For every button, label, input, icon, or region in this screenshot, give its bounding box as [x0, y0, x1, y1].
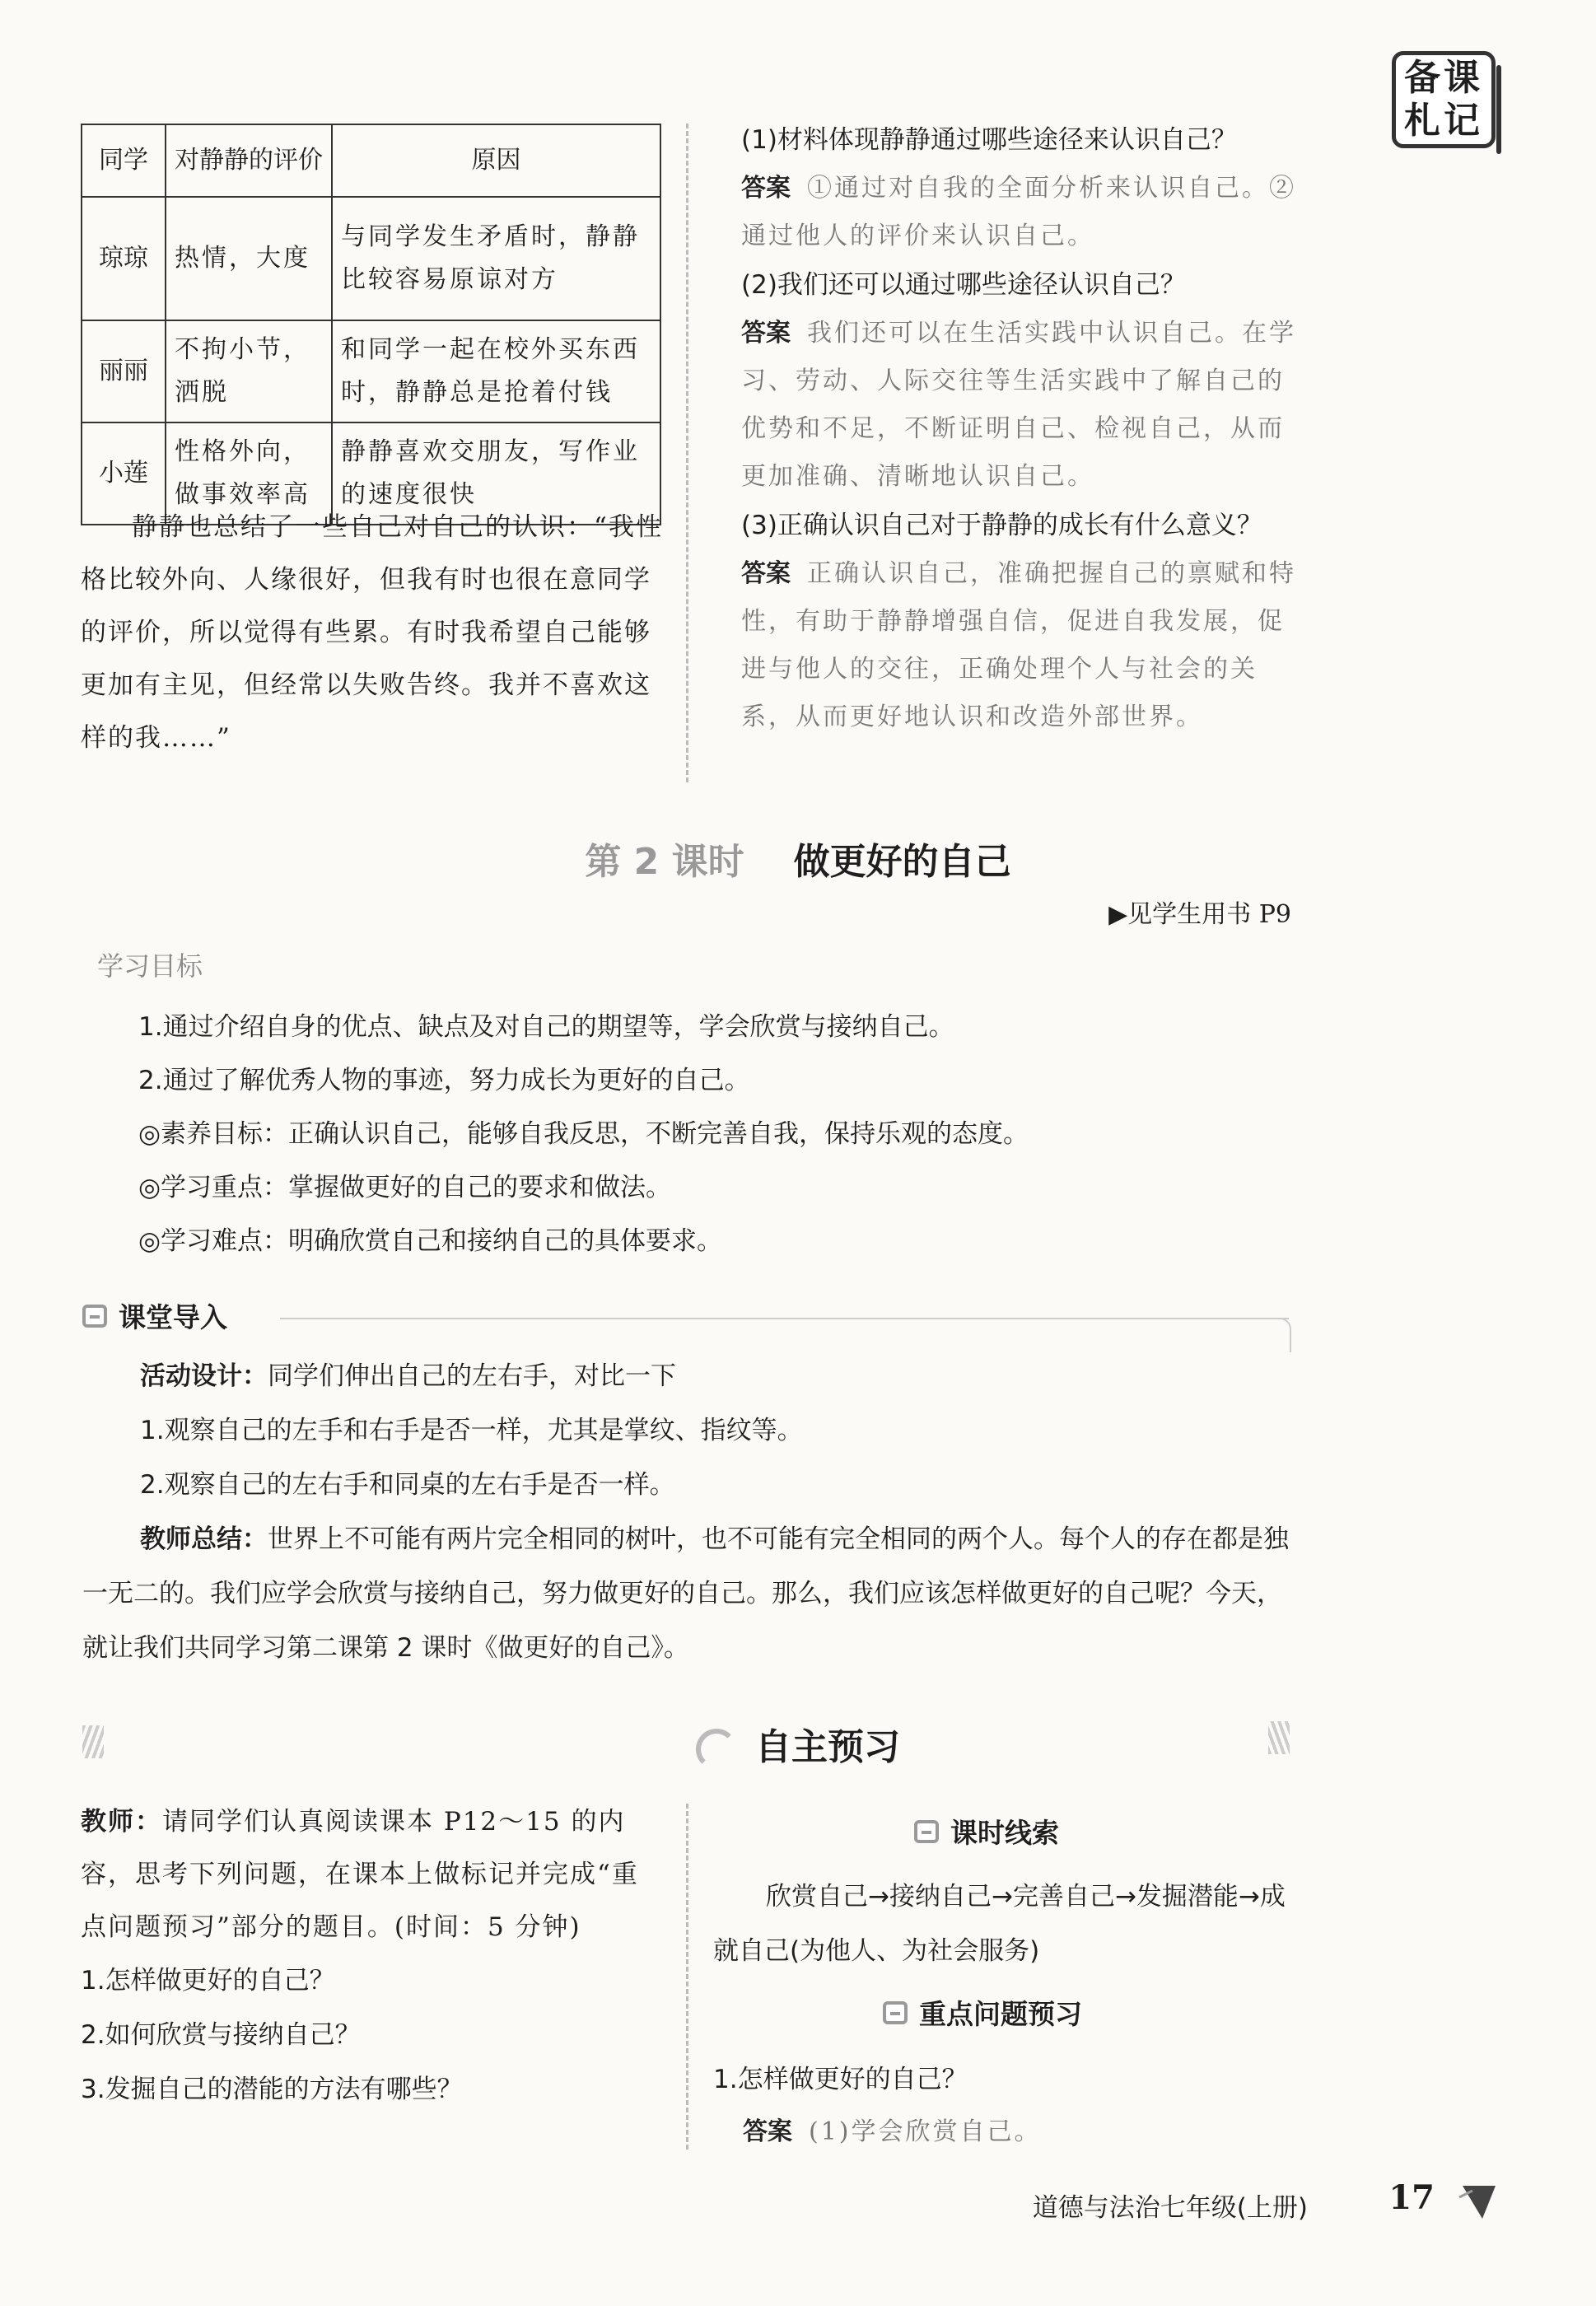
- answer-1: 答案 ①通过对自我的全面分析来认识自己。②通过他人的评价来认识自己。: [741, 174, 1296, 250]
- table-cell: 小莲: [82, 422, 166, 525]
- preview-question: 1.怎样做更好的自己？: [81, 1966, 335, 1996]
- activity-item: 2.观察自己的左右手和同桌的左右手是否一样。: [140, 1470, 675, 1500]
- question-2: (2)我们还可以通过哪些途径认识自己？: [741, 270, 1186, 300]
- book-icon: [82, 1305, 107, 1328]
- lesson-clue: 欣赏自己→接纳自己→完善自己→发掘潜能→成就自己(为他人、为社会服务): [713, 1882, 1286, 1966]
- key-questions-heading: 重点问题预习: [883, 1993, 1082, 2032]
- activity-design: 活动设计：同学们伸出自己的左右手，对比一下: [140, 1361, 676, 1391]
- table-cell: 与同学发生矛盾时，静静比较容易原谅对方: [332, 197, 660, 320]
- key-question: 1.怎样做更好的自己？: [713, 2065, 968, 2094]
- key-answer: 答案 (1)学会欣赏自己。: [743, 2117, 1042, 2146]
- page-number: 17: [1388, 2178, 1435, 2217]
- notes-badge: 备课 札记: [1392, 51, 1496, 148]
- divider-corner: [1268, 1318, 1291, 1352]
- teacher-instruction: 教师：请同学们认真阅读课本 P12～15 的内容，思考下列问题，在课本上做标记并完成“重点问题预习”部分的题目。(时间：5 分钟): [81, 1807, 639, 1942]
- see-student-book: ▶见学生用书 P9: [1108, 900, 1291, 929]
- preview-question: 2.如何欣赏与接纳自己？: [81, 2020, 361, 2050]
- goal-item: 2.通过了解优秀人物的事迹，努力成长为更好的自己。: [138, 1066, 750, 1095]
- book-icon: [914, 1820, 939, 1843]
- column-divider: [686, 124, 688, 782]
- table-cell: 和同学一起在校外买东西时，静静总是抢着付钱: [332, 320, 660, 422]
- goal-item: ◎学习难点：明确欣赏自己和接纳自己的具体要求。: [138, 1226, 723, 1256]
- book-icon: [883, 2001, 908, 2024]
- answer-2: 答案 我们还可以在生活实践中认识自己。在学习、劳动、人际交往等生活实践中了解自己的优势和不足，不断证明自己、检视自己，从而更加准确、清晰地认识自己。: [741, 319, 1296, 491]
- table-cell: 热情，大度: [166, 197, 332, 320]
- table-cell: 琼琼: [82, 197, 166, 320]
- goal-item: 1.通过介绍自身的优点、缺点及对自己的期望等，学会欣赏与接纳自己。: [138, 1012, 954, 1042]
- learning-goals-list: [138, 1001, 1029, 1268]
- divider: [280, 1318, 1289, 1319]
- answer-3: 答案 正确认识自己，准确把握自己的禀赋和特性，有助于静静增强自信，促进自我发展，促进与他人的交往，正确处理个人与社会的关系，从而更好地认识和改造外部世界。: [741, 559, 1296, 731]
- column-divider: [686, 1804, 688, 2150]
- table-header: 原因: [332, 124, 660, 197]
- classroom-intro-heading: 课堂导入: [82, 1296, 227, 1335]
- table-cell: 不拘小节，洒脱: [166, 320, 332, 422]
- lesson-name: 做更好的自己: [793, 841, 1011, 883]
- question-block: [741, 115, 1301, 741]
- book-title: 道德与法治七年级(上册): [1032, 2193, 1308, 2223]
- summary-paragraph: 静静也总结了一些自己对自己的认识：“我性格比较外向、人缘很好，但我有时也很在意同学的评价，所以觉得有些累。有时我希望自己能够更加有主见，但经常以失败告终。我并不喜欢这样的我……”: [81, 512, 663, 753]
- goal-item: ◎学习重点：掌握做更好的自己的要求和做法。: [138, 1173, 672, 1202]
- table-cell: 丽丽: [82, 320, 166, 422]
- self-preview-heading: 自主预习: [0, 1717, 1596, 1770]
- corner-mark-icon: [1458, 2182, 1499, 2220]
- table-row: [82, 320, 660, 422]
- table-cell: 性格外向，做事效率高: [166, 422, 332, 525]
- table-header: 同学: [82, 124, 166, 197]
- swirl-icon: [696, 1729, 737, 1770]
- learning-goals-label: 学习目标: [97, 950, 203, 982]
- table-cell: 静静喜欢交朋友，写作业的速度很快: [332, 422, 660, 525]
- teacher-summary: 教师总结：世界上不可能有两片完全相同的树叶，也不可能有完全相同的两个人。每个人的存在都是独一无二的。我们应学会欣赏与接纳自己，努力做更好的自己。那么，我们应该怎样做更好的自己呢？今天，就让我们共同学习第二课第 2 课时《做更好的自己》。: [82, 1524, 1289, 1663]
- activity-item: 1.观察自己的左手和右手是否一样，尤其是掌纹、指纹等。: [140, 1416, 803, 1445]
- evaluation-table: [81, 124, 661, 525]
- preview-question: 3.发掘自己的潜能的方法有哪些？: [81, 2075, 463, 2104]
- table-header-row: [82, 124, 660, 197]
- question-1: (1)材料体现静静通过哪些途径来认识自己？: [741, 125, 1237, 155]
- lesson-title: [0, 832, 1596, 885]
- question-3: (3)正确认识自己对于静静的成长有什么意义？: [741, 511, 1262, 540]
- goal-item: ◎素养目标：正确认识自己，能够自我反思，不断完善自我，保持乐观的态度。: [138, 1119, 1029, 1149]
- table-row: [82, 197, 660, 320]
- lesson-clue-heading: 课时线索: [914, 1812, 1059, 1851]
- table-header: 对静静的评价: [166, 124, 332, 197]
- lesson-number: 第 2 课时: [585, 841, 744, 883]
